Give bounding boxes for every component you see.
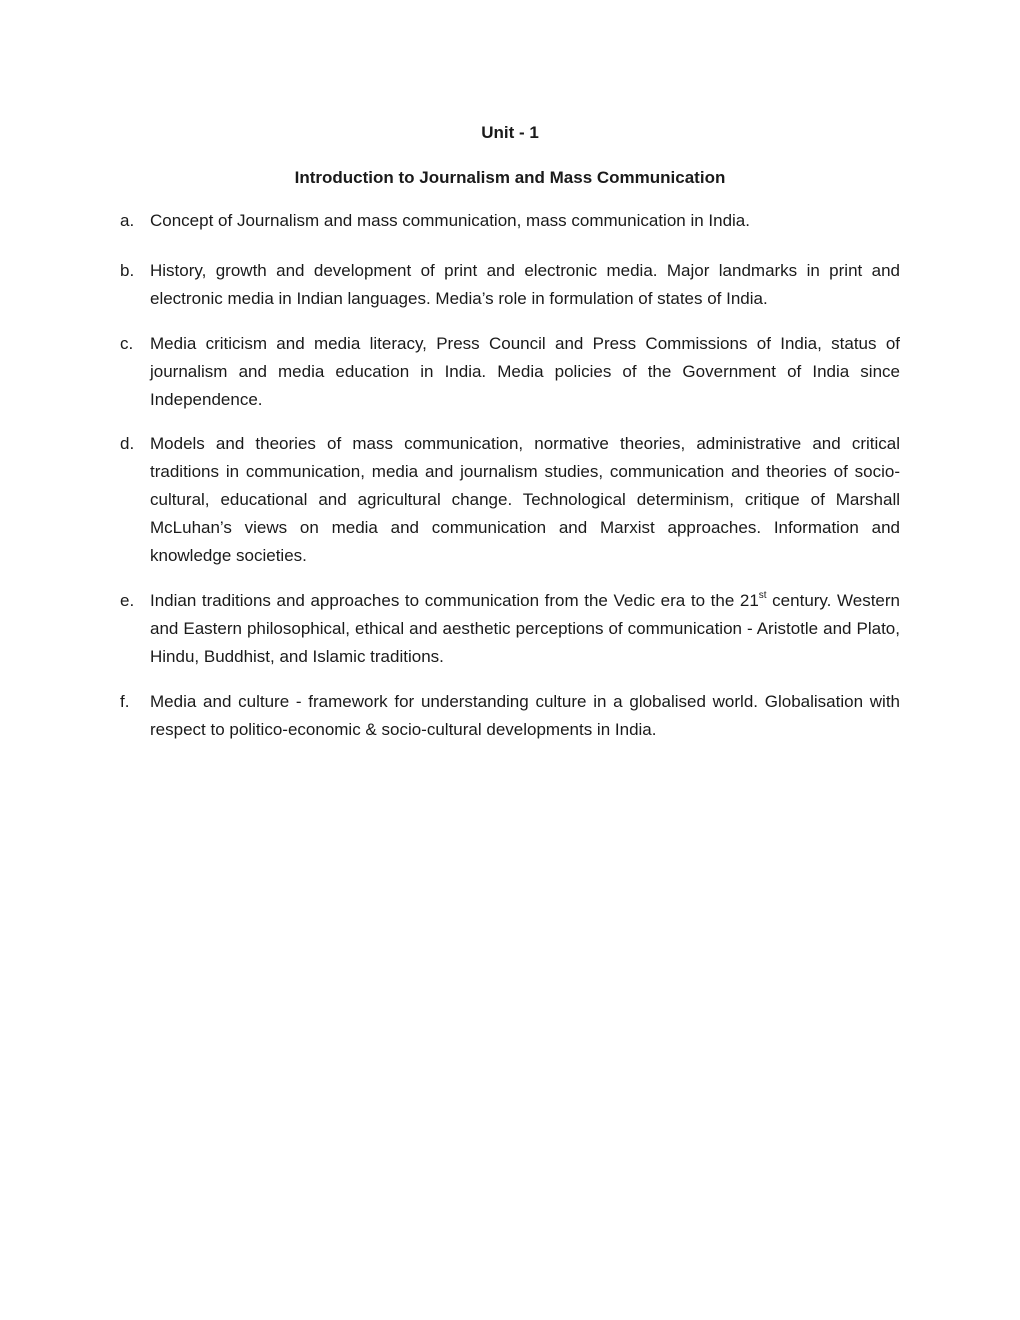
list-item-text-after: century. Western and Eastern philosophical, ethical and aesthetic perceptions of communication - Aristotle and Plato, Hindu, Buddhist, and Islamic traditions. xyxy=(150,591,900,666)
unit-title: Introduction to Journalism and Mass Communication xyxy=(294,168,726,187)
list-item xyxy=(120,688,900,744)
list-marker: b. xyxy=(120,261,135,280)
list-marker: f. xyxy=(120,692,130,711)
list-item xyxy=(120,330,900,414)
list-item-text: Media and culture - framework for understanding culture in a globalised world. Globalisation with respect to politico-economic & socio-cultural developments in India. xyxy=(150,692,900,739)
list-item xyxy=(120,430,900,570)
list-marker: d. xyxy=(120,434,135,453)
list-item-text: History, growth and development of print and electronic media. Major landmarks in print and electronic media in Indian languages. Media’s role in formulation of states of India. xyxy=(150,261,900,308)
list-item-text: Concept of Journalism and mass communication, mass communication in India. xyxy=(150,211,750,230)
list-marker: e. xyxy=(120,591,135,610)
list-marker: c. xyxy=(120,334,134,353)
list-marker: a. xyxy=(120,211,135,230)
list-item-text-before: Indian traditions and approaches to communication from the Vedic era to the 21 xyxy=(150,591,759,610)
list-item-text: Media criticism and media literacy, Press Council and Press Commissions of India, status of journalism and media education in India. Media policies of the Government of India since Independence. xyxy=(150,334,900,409)
unit-heading: Unit - 1 xyxy=(481,123,539,142)
list-item-text xyxy=(150,587,900,671)
list-item xyxy=(120,257,900,313)
list-item-text: Models and theories of mass communication, normative theories, administrative and critical traditions in communication, media and journalism studies, communication and theories of socio-cultural, educational and agricultural change. Technological determinism, critique of Marshall McLuhan’s views on media and communication and Marxist approaches. Information and knowledge societies. xyxy=(150,434,900,565)
list-item xyxy=(120,207,900,235)
ordinal-superscript: st xyxy=(758,590,767,601)
list-item xyxy=(120,587,900,671)
